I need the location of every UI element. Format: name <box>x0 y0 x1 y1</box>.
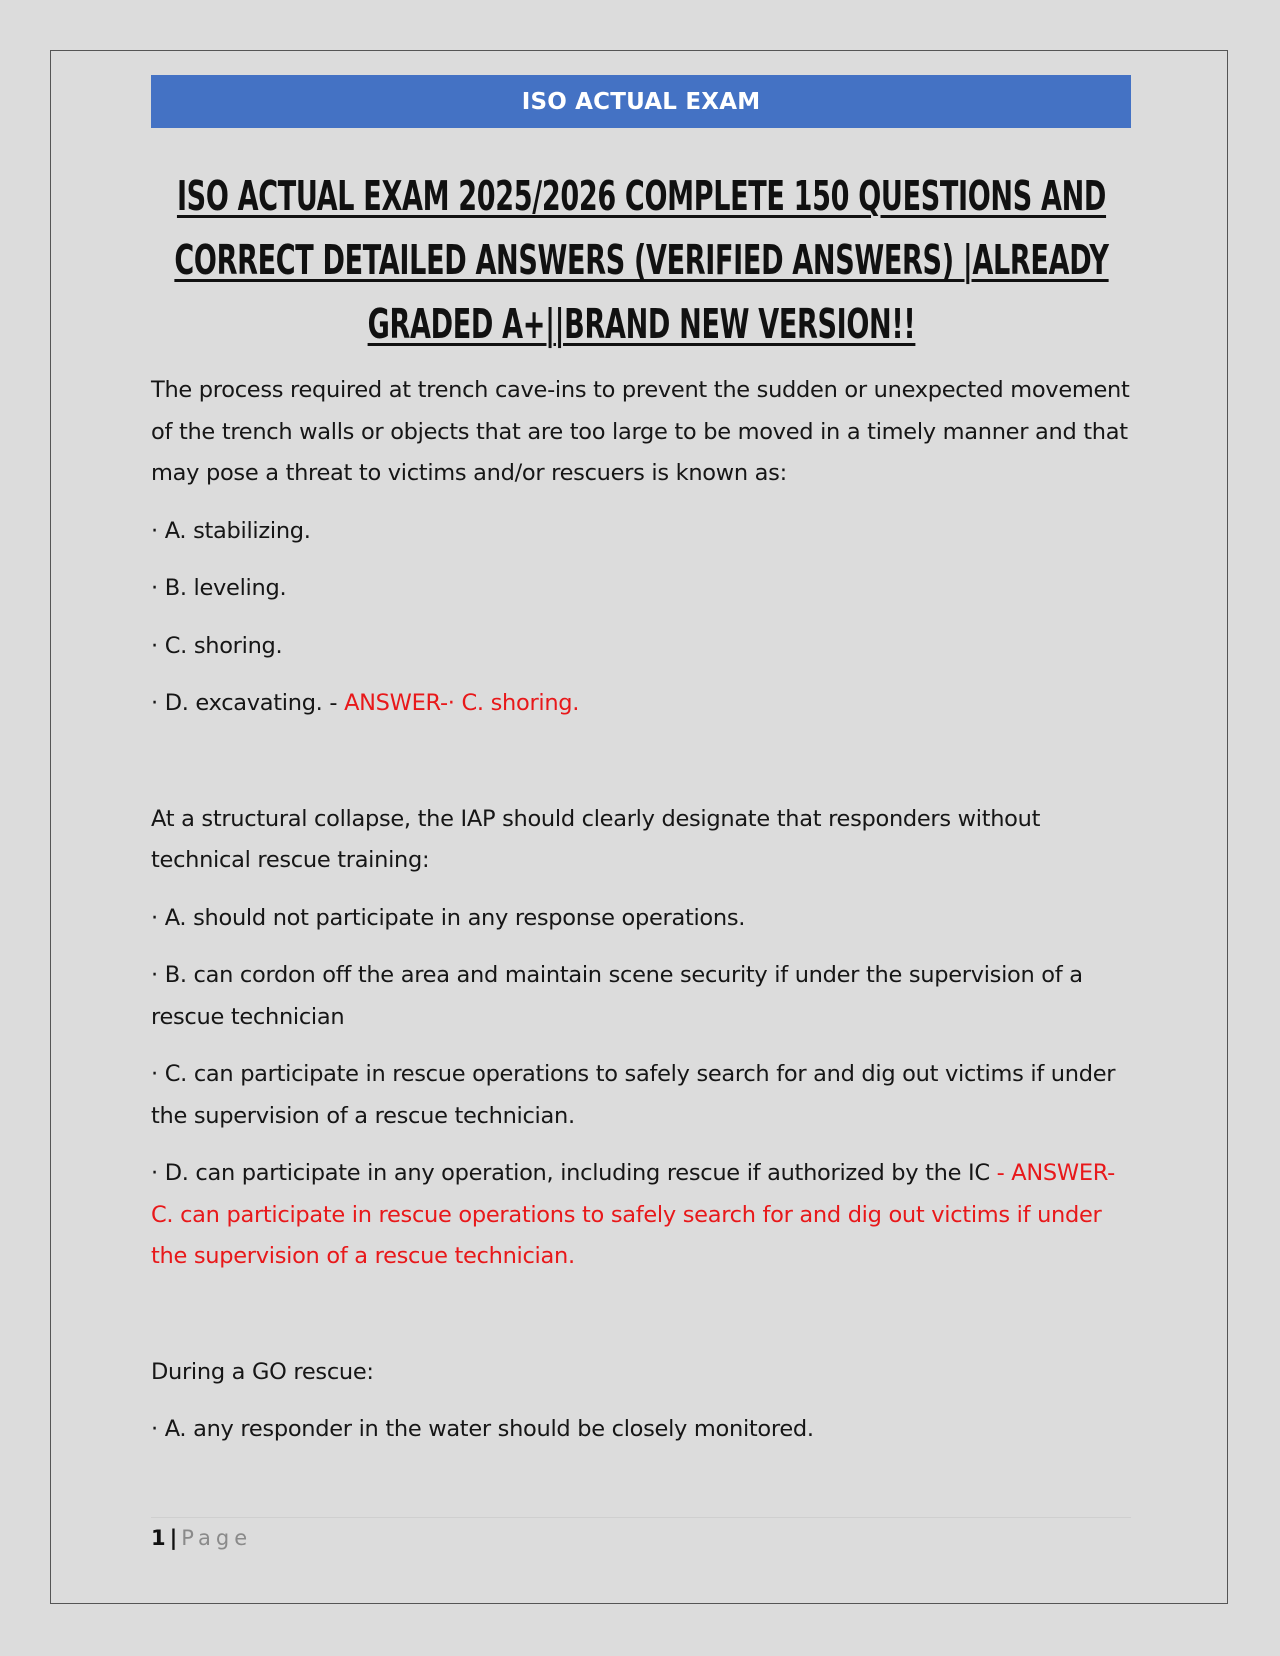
option-d: · D. excavating. - <box>151 690 345 716</box>
page-label: Page <box>181 1526 253 1550</box>
option-c: · C. can participate in rescue operations to safely search for and dig out victims if under the supervision of a rescue technician. <box>151 1061 1116 1129</box>
page-footer <box>151 1517 1131 1550</box>
question-block-3 <box>151 1352 1131 1451</box>
option-a: · A. should not participate in any response operations. <box>151 904 746 931</box>
option-d: · D. can participate in any operation, including rescue if authorized by the IC <box>151 1160 997 1186</box>
header-banner: ISO ACTUAL EXAM <box>151 75 1131 128</box>
title-line-1: ISO ACTUAL EXAM 2025/2026 COMPLETE 150 QUESTIONS AND <box>176 172 1107 220</box>
question-block-2 <box>151 799 1131 1278</box>
question-text: The process required at trench cave-ins to prevent the sudden or unexpected movement of the trench walls or objects that are too large to be moved in a timely manner and that may pose a threat to victims and/or rescuers is known as: <box>151 377 1130 486</box>
option-a: · A. stabilizing. <box>151 517 311 544</box>
title-line-2: CORRECT DETAILED ANSWERS (VERIFIED ANSWERS) |ALREADY <box>174 236 1109 284</box>
document-body <box>151 370 1131 1451</box>
answer-text: - ANSWER-C. can participate in rescue operations to safely search for and dig out victims if under the supervision of a rescue technician. <box>151 1160 1116 1269</box>
option-a: · A. any responder in the water should be closely monitored. <box>151 1416 814 1442</box>
page-number: 1 <box>151 1526 166 1550</box>
option-c: · C. shoring. <box>151 632 283 659</box>
page-content <box>151 75 1131 1451</box>
option-d-with-answer <box>151 1153 1131 1278</box>
option-d-with-answer <box>151 683 1131 725</box>
question-block-1 <box>151 370 1131 725</box>
document-title <box>151 164 1131 356</box>
option-b: · B. can cordon off the area and maintain scene security if under the supervision of a rescue technician <box>151 962 1083 1030</box>
answer-text: ANSWER-· C. shoring. <box>344 690 580 716</box>
title-line-3: GRADED A+||BRAND NEW VERSION!! <box>367 300 916 348</box>
question-text: During a GO rescue: <box>151 1358 374 1385</box>
document-page <box>50 50 1228 1604</box>
footer-separator: | <box>169 1526 178 1550</box>
question-text: At a structural collapse, the IAP should clearly designate that responders without technical rescue training: <box>151 805 1041 873</box>
option-b: · B. leveling. <box>151 575 287 601</box>
